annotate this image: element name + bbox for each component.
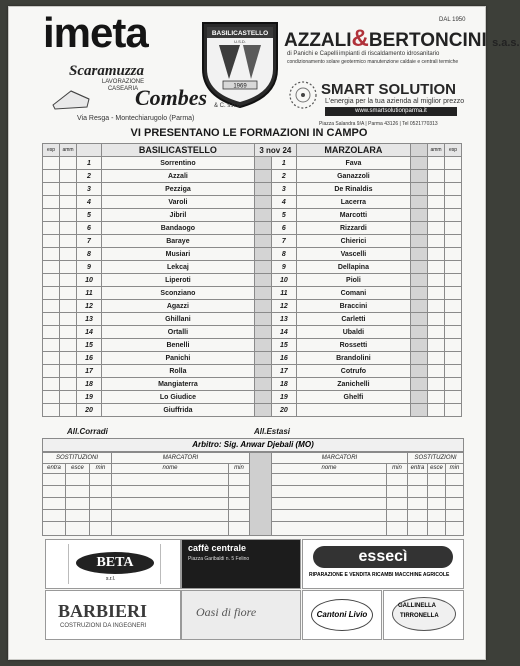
home-esp-cell — [43, 326, 60, 339]
lineup-row — [43, 391, 462, 404]
combes-logo: Combes — [135, 85, 208, 110]
lineup-row — [43, 287, 462, 300]
home-player-number: 8 — [77, 248, 102, 261]
away-esp-cell — [445, 170, 462, 183]
home-amm-cell — [60, 365, 77, 378]
lineup-row — [43, 261, 462, 274]
home-amm-cell — [60, 352, 77, 365]
home-team-name: BASILICASTELLO — [102, 144, 255, 157]
home-player-number: 11 — [77, 287, 102, 300]
away-esp-cell — [445, 326, 462, 339]
home-esp-cell — [43, 209, 60, 222]
away-player-name: Rossetti — [296, 339, 410, 352]
lineup-row — [43, 352, 462, 365]
home-player-name: Bandaogo — [102, 222, 255, 235]
away-esp-cell — [445, 378, 462, 391]
away-gap-cell — [411, 404, 428, 417]
oasi-ad — [181, 590, 301, 640]
center-gap-cell — [254, 222, 271, 235]
away-player-name: Vascelli — [296, 248, 410, 261]
center-gap-cell — [254, 287, 271, 300]
home-esp-cell — [43, 261, 60, 274]
away-player-name: Pioli — [296, 274, 410, 287]
smart-solution-url: www.smartsolutionparma.it — [325, 107, 457, 116]
home-player-name: Rolla — [102, 365, 255, 378]
home-player-name: Baraye — [102, 235, 255, 248]
home-amm-cell — [60, 196, 77, 209]
away-player-number: 4 — [271, 196, 296, 209]
esce-label-home: esce — [71, 465, 84, 471]
away-gap-cell — [411, 391, 428, 404]
center-gap-cell — [254, 339, 271, 352]
away-esp-cell — [445, 261, 462, 274]
referee: Arbitro: Sig. Anwar Djebali (MO) — [42, 438, 464, 452]
oasi-logo: Oasi di fiore — [196, 605, 257, 619]
home-player-name: Varoli — [102, 196, 255, 209]
away-player-number: 11 — [271, 287, 296, 300]
center-gap-cell — [254, 196, 271, 209]
lineup-row — [43, 300, 462, 313]
center-gap-cell — [254, 391, 271, 404]
away-amm-cell — [428, 339, 445, 352]
address: Via Resga - Montechiarugolo (Parma) — [77, 115, 195, 122]
home-player-name: Ortalli — [102, 326, 255, 339]
home-player-number: 7 — [77, 235, 102, 248]
away-amm-cell — [428, 274, 445, 287]
away-esp-cell — [445, 196, 462, 209]
home-esp-cell — [43, 222, 60, 235]
lineup-row — [43, 274, 462, 287]
away-player-name: Zanichelli — [296, 378, 410, 391]
home-player-name: Azzali — [102, 170, 255, 183]
home-coach: All.Corradi — [67, 427, 108, 436]
lineup-header-row — [43, 144, 462, 157]
smart-solution-tagline: L'energia per la tua azienda al miglior prezzo — [325, 98, 465, 105]
spacer — [411, 144, 428, 157]
cheese-icon — [51, 87, 91, 111]
azzali-bertoncini-logo — [284, 25, 520, 53]
min-label-away-scorer: min — [392, 465, 402, 471]
away-amm-cell — [428, 196, 445, 209]
away-esp-cell — [445, 287, 462, 300]
away-amm-cell — [428, 248, 445, 261]
beta-ad — [45, 539, 181, 589]
away-player-name: Comani — [296, 287, 410, 300]
sostituzioni-home: SOSTITUZIONI — [56, 455, 98, 461]
amm-header-away: amm — [428, 144, 445, 157]
lineup-row — [43, 157, 462, 170]
azzali-line1: impianti di riscaldamento idrosanitario — [339, 51, 440, 57]
home-player-name: Jibril — [102, 209, 255, 222]
center-gap-cell — [254, 170, 271, 183]
gallinella-sub: TIRRONELLA — [400, 613, 439, 619]
away-player-name: Chierici — [296, 235, 410, 248]
home-player-number: 19 — [77, 391, 102, 404]
away-player-name: Ubaldi — [296, 326, 410, 339]
home-amm-cell — [60, 248, 77, 261]
gallinella-logo: GALLINELLA — [398, 603, 436, 609]
lineup-table — [42, 143, 462, 417]
away-gap-cell — [411, 196, 428, 209]
away-player-number: 16 — [271, 352, 296, 365]
marcatori-home: MARCATORI — [162, 455, 199, 461]
away-player-name — [296, 404, 410, 417]
away-esp-cell — [445, 235, 462, 248]
away-player-name: Lacerra — [296, 196, 410, 209]
num-header-home — [77, 144, 102, 157]
away-player-name: Brandolini — [296, 352, 410, 365]
away-esp-cell — [445, 209, 462, 222]
home-player-name: Giuffrida — [102, 404, 255, 417]
away-player-number: 18 — [271, 378, 296, 391]
home-player-number: 12 — [77, 300, 102, 313]
away-gap-cell — [411, 183, 428, 196]
home-esp-cell — [43, 365, 60, 378]
home-player-number: 1 — [77, 157, 102, 170]
home-player-number: 13 — [77, 313, 102, 326]
home-player-name: Agazzi — [102, 300, 255, 313]
nome-label-home: nome — [162, 465, 178, 471]
away-amm-cell — [428, 287, 445, 300]
home-esp-cell — [43, 183, 60, 196]
away-player-name: Marcotti — [296, 209, 410, 222]
center-gap-cell — [254, 404, 271, 417]
away-player-number: 15 — [271, 339, 296, 352]
away-amm-cell — [428, 404, 445, 417]
min-label-home-scorer: min — [234, 465, 244, 471]
away-esp-cell — [445, 300, 462, 313]
barbieri-logo: BARBIERI — [58, 601, 148, 621]
away-player-number: 1 — [271, 157, 296, 170]
home-esp-cell — [43, 339, 60, 352]
home-amm-cell — [60, 170, 77, 183]
home-player-name: Liperoti — [102, 274, 255, 287]
home-player-number: 3 — [77, 183, 102, 196]
min-label-away: min — [449, 465, 460, 471]
home-esp-cell — [43, 235, 60, 248]
away-gap-cell — [411, 365, 428, 378]
azzali-name: AZZALI — [284, 30, 352, 51]
away-player-name: Rizzardi — [296, 222, 410, 235]
home-player-number: 18 — [77, 378, 102, 391]
match-date: 3 nov 24 — [254, 144, 296, 157]
home-amm-cell — [60, 235, 77, 248]
away-player-name: Braccini — [296, 300, 410, 313]
home-esp-cell — [43, 404, 60, 417]
home-player-name: Benelli — [102, 339, 255, 352]
away-gap-cell — [411, 248, 428, 261]
center-gap-cell — [254, 378, 271, 391]
crest-year: 1969 — [233, 83, 247, 90]
home-amm-cell — [60, 287, 77, 300]
entra-label-away: entra — [410, 465, 425, 471]
home-player-name: Sorrentino — [102, 157, 255, 170]
cantoni-ad — [302, 590, 382, 640]
beta-logo: BETA — [76, 552, 154, 574]
away-player-name: Carletti — [296, 313, 410, 326]
away-amm-cell — [428, 261, 445, 274]
club-crest-icon — [199, 19, 281, 109]
azzali-line3: condizionamento solare geotermico manutenzione caldaie e centrali termiche — [287, 59, 459, 65]
away-amm-cell — [428, 235, 445, 248]
away-gap-cell — [411, 170, 428, 183]
away-esp-cell — [445, 404, 462, 417]
away-player-number: 3 — [271, 183, 296, 196]
center-gap-cell — [254, 261, 271, 274]
away-gap-cell — [411, 300, 428, 313]
away-amm-cell — [428, 170, 445, 183]
bertoncini-name: BERTONCINI — [368, 30, 487, 51]
cantoni-logo: Cantoni Livio — [311, 599, 373, 631]
away-player-number: 13 — [271, 313, 296, 326]
away-player-number: 7 — [271, 235, 296, 248]
away-player-name: Fava — [296, 157, 410, 170]
home-amm-cell — [60, 313, 77, 326]
away-amm-cell — [428, 313, 445, 326]
away-player-name: Ganazzoli — [296, 170, 410, 183]
away-gap-cell — [411, 157, 428, 170]
home-esp-cell — [43, 196, 60, 209]
away-gap-cell — [411, 261, 428, 274]
home-amm-cell — [60, 274, 77, 287]
home-player-number: 20 — [77, 404, 102, 417]
azzali-line2: di Panichi e Capelli — [287, 51, 339, 57]
lavorazione-casearia: LAVORAZIONE CASEARIA — [101, 79, 145, 92]
center-gap-cell — [254, 209, 271, 222]
away-amm-cell — [428, 352, 445, 365]
crest-name: BASILICASTELLO — [211, 30, 269, 37]
barbieri-sub: COSTRUZIONI DA INGEGNERI — [60, 623, 147, 629]
marcatori-away: MARCATORI — [321, 455, 358, 461]
center-gap-cell — [254, 248, 271, 261]
lineup-row — [43, 404, 462, 417]
lineup-row — [43, 235, 462, 248]
esp-header-home: esp — [43, 144, 60, 157]
home-amm-cell — [60, 326, 77, 339]
away-player-number: 6 — [271, 222, 296, 235]
home-esp-cell — [43, 352, 60, 365]
home-player-number: 10 — [77, 274, 102, 287]
scaramuzza-logo: Scaramuzza — [69, 63, 145, 79]
away-amm-cell — [428, 183, 445, 196]
home-player-name: Mangiaterra — [102, 378, 255, 391]
home-player-name: Lo Giudice — [102, 391, 255, 404]
center-gap-cell — [254, 183, 271, 196]
home-esp-cell — [43, 274, 60, 287]
azzali-ampersand: & — [351, 25, 369, 52]
caffe-centrale-ad — [181, 539, 301, 589]
away-gap-cell — [411, 235, 428, 248]
away-player-number: 20 — [271, 404, 296, 417]
home-player-number: 4 — [77, 196, 102, 209]
lineup-row — [43, 378, 462, 391]
away-amm-cell — [428, 300, 445, 313]
center-gap-cell — [254, 326, 271, 339]
smart-solution-globe-icon — [287, 79, 319, 111]
dal-1950: DAL 1950 — [439, 17, 466, 23]
away-gap-cell — [411, 287, 428, 300]
combes-sub: & C. s.n.c. — [214, 103, 242, 109]
caffe-logo: caffè centrale — [188, 543, 247, 553]
home-amm-cell — [60, 261, 77, 274]
entra-label-home: entra — [47, 465, 61, 471]
page-title: VI PRESENTANO LE FORMAZIONI IN CAMPO — [130, 127, 368, 139]
away-gap-cell — [411, 378, 428, 391]
away-gap-cell — [411, 313, 428, 326]
away-amm-cell — [428, 365, 445, 378]
amm-header-home: amm — [60, 144, 77, 157]
away-esp-cell — [445, 339, 462, 352]
away-player-number: 9 — [271, 261, 296, 274]
center-gap-cell — [254, 365, 271, 378]
barbieri-ad — [45, 590, 181, 640]
away-player-number: 8 — [271, 248, 296, 261]
away-esp-cell — [445, 352, 462, 365]
away-esp-cell — [445, 248, 462, 261]
home-amm-cell — [60, 404, 77, 417]
home-player-number: 5 — [77, 209, 102, 222]
away-esp-cell — [445, 391, 462, 404]
away-amm-cell — [428, 326, 445, 339]
esp-header-away: esp — [445, 144, 462, 157]
away-esp-cell — [445, 183, 462, 196]
essecì-sub: RIPARAZIONE E VENDITA RICAMBI MACCHINE AGRICOLE — [309, 572, 450, 578]
lineup-row — [43, 248, 462, 261]
away-player-name: Cotrufo — [296, 365, 410, 378]
home-amm-cell — [60, 391, 77, 404]
away-amm-cell — [428, 209, 445, 222]
away-player-number: 2 — [271, 170, 296, 183]
subs-scorers-grid — [42, 452, 464, 536]
away-player-number: 17 — [271, 365, 296, 378]
home-esp-cell — [43, 391, 60, 404]
lineup-row — [43, 365, 462, 378]
away-esp-cell — [445, 313, 462, 326]
away-player-name: De Rinaldis — [296, 183, 410, 196]
away-esp-cell — [445, 274, 462, 287]
home-esp-cell — [43, 378, 60, 391]
home-player-name: Sconziano — [102, 287, 255, 300]
home-esp-cell — [43, 313, 60, 326]
home-player-number: 9 — [77, 261, 102, 274]
center-gap-cell — [254, 313, 271, 326]
home-player-number: 16 — [77, 352, 102, 365]
home-amm-cell — [60, 378, 77, 391]
lineup-row — [43, 209, 462, 222]
home-amm-cell — [60, 157, 77, 170]
home-player-name: Panichi — [102, 352, 255, 365]
away-player-number: 19 — [271, 391, 296, 404]
away-gap-cell — [411, 339, 428, 352]
esce-label-away: esce — [430, 465, 443, 471]
away-amm-cell — [428, 222, 445, 235]
away-esp-cell — [445, 365, 462, 378]
away-player-name: Ghelfi — [296, 391, 410, 404]
home-player-name: Ghillani — [102, 313, 255, 326]
center-gap-cell — [254, 300, 271, 313]
home-esp-cell — [43, 300, 60, 313]
center-gap-cell — [254, 274, 271, 287]
home-player-number: 17 — [77, 365, 102, 378]
lineup-row — [43, 222, 462, 235]
home-amm-cell — [60, 183, 77, 196]
smart-address: Piazza Salandra 9/A | Parma 43126 | Tel 0521770313 — [319, 121, 438, 127]
away-gap-cell — [411, 209, 428, 222]
away-gap-cell — [411, 222, 428, 235]
away-esp-cell — [445, 157, 462, 170]
away-player-number: 12 — [271, 300, 296, 313]
center-gap-cell — [254, 235, 271, 248]
home-player-number: 14 — [77, 326, 102, 339]
away-team-name: MARZOLARA — [296, 144, 410, 157]
home-esp-cell — [43, 287, 60, 300]
lineup-row — [43, 313, 462, 326]
lineup-sheet — [8, 6, 520, 660]
home-player-name: Musiari — [102, 248, 255, 261]
lineup-row — [43, 339, 462, 352]
home-player-name: Pezziga — [102, 183, 255, 196]
away-amm-cell — [428, 157, 445, 170]
caffe-sub: Piazza Garibaldi n. 5 Felino — [188, 556, 250, 562]
nome-label-away: nome — [321, 465, 337, 471]
home-player-number: 15 — [77, 339, 102, 352]
center-gap-cell — [254, 352, 271, 365]
away-player-number: 5 — [271, 209, 296, 222]
away-gap-cell — [411, 274, 428, 287]
away-gap-cell — [411, 326, 428, 339]
lineup-row — [43, 183, 462, 196]
smart-solution-logo: SMART SOLUTION — [321, 81, 456, 98]
lineup-row — [43, 326, 462, 339]
away-esp-cell — [445, 222, 462, 235]
imeta-logo: imeta — [43, 9, 148, 56]
home-esp-cell — [43, 248, 60, 261]
away-player-name: Dellapina — [296, 261, 410, 274]
away-player-number: 10 — [271, 274, 296, 287]
home-esp-cell — [43, 170, 60, 183]
home-player-number: 6 — [77, 222, 102, 235]
sostituzioni-away: SOSTITUZIONI — [414, 455, 457, 461]
home-amm-cell — [60, 209, 77, 222]
away-amm-cell — [428, 391, 445, 404]
beta-sub: s.r.l. — [106, 576, 116, 582]
min-label-home: min — [95, 465, 106, 471]
azzali-suffix: s.a.s. — [492, 37, 520, 49]
home-amm-cell — [60, 222, 77, 235]
home-esp-cell — [43, 157, 60, 170]
home-player-name: Lekcaj — [102, 261, 255, 274]
away-gap-cell — [411, 352, 428, 365]
center-gap-cell — [254, 157, 271, 170]
gallinella-ad — [383, 590, 464, 640]
away-player-number: 14 — [271, 326, 296, 339]
lineup-row — [43, 196, 462, 209]
away-amm-cell — [428, 378, 445, 391]
home-amm-cell — [60, 339, 77, 352]
essecì-ad — [302, 539, 464, 589]
crest-top: U.S.D. — [234, 39, 246, 44]
lineup-row — [43, 170, 462, 183]
essecì-logo: essecì — [313, 546, 453, 568]
home-amm-cell — [60, 300, 77, 313]
away-coach: All.Estasi — [254, 427, 291, 436]
home-player-number: 2 — [77, 170, 102, 183]
